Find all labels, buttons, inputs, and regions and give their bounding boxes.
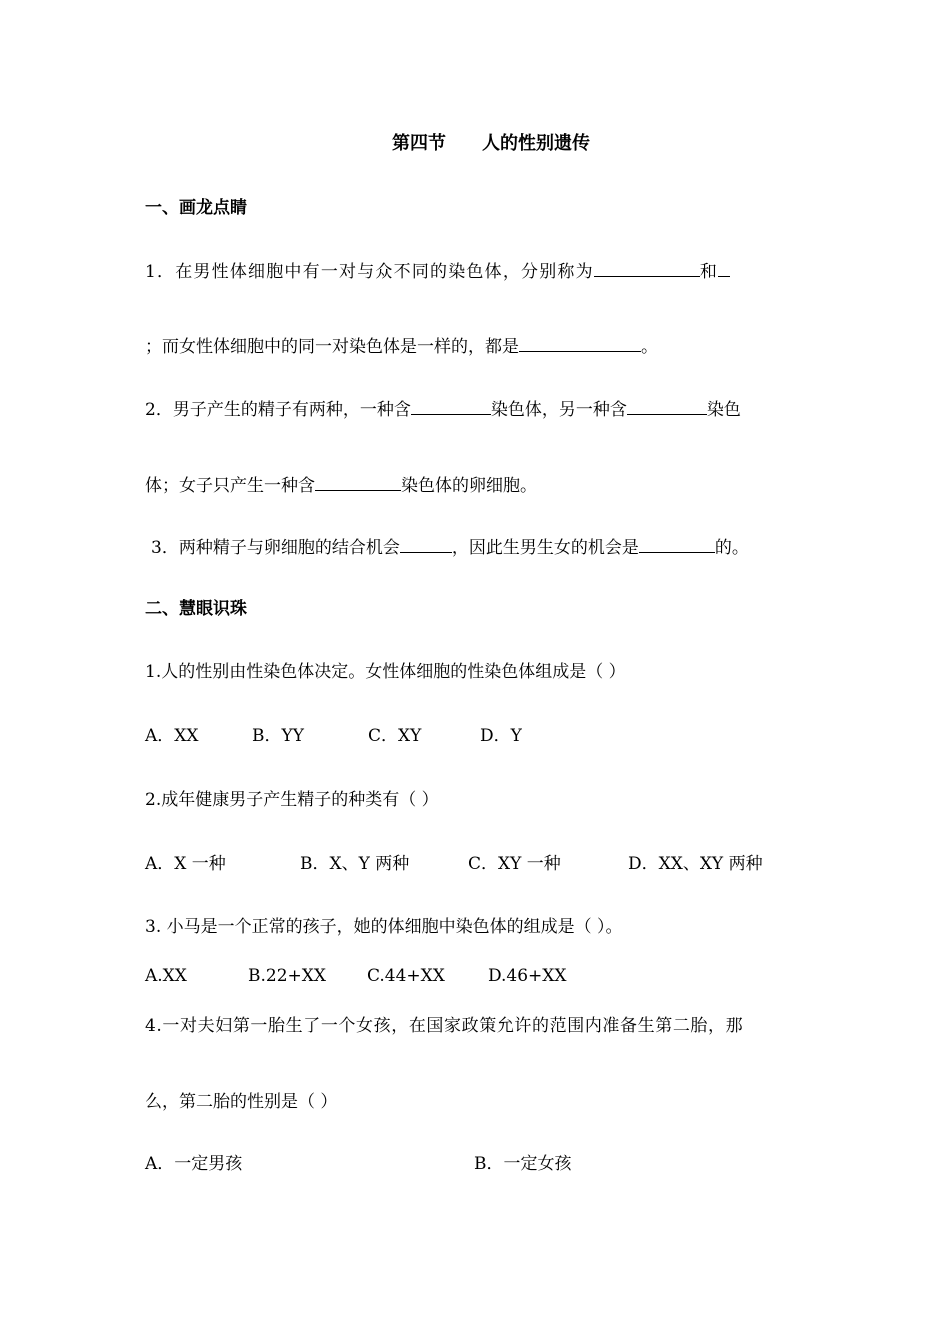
- q3-text-mid: ，因此生男生女的机会是: [451, 538, 639, 558]
- answer-blank[interactable]: [718, 259, 730, 277]
- option-b[interactable]: B．X、Y 两种: [300, 854, 410, 874]
- option-a[interactable]: A．一定男孩: [145, 1154, 243, 1174]
- choice-question-1: 1.人的性别由性染色体决定。女性体细胞的性染色体组成是（ ）: [145, 662, 626, 682]
- option-d[interactable]: D．XX、XY 两种: [628, 854, 763, 874]
- q2-text-prefix2: 体；女子只产生一种含: [145, 476, 315, 496]
- answer-blank[interactable]: [594, 259, 700, 277]
- fill-question-2-line2: [145, 473, 537, 497]
- choice-question-2: 2.成年健康男子产生精子的种类有（ ）: [145, 790, 439, 810]
- fill-question-2-line1: [145, 397, 741, 421]
- q1-text-prefix: 1．在男性体细胞中有一对与众不同的染色体，分别称为: [145, 262, 594, 282]
- title-section: 第四节: [392, 133, 446, 154]
- part1-heading: 一、画龙点睛: [145, 198, 247, 218]
- q2-text-prefix: 2．男子产生的精子有两种，一种含: [145, 400, 411, 420]
- q1-text-suffix: 。: [641, 337, 658, 357]
- choice-question-3: 3. 小马是一个正常的孩子，她的体细胞中染色体的组成是（ ）。: [145, 917, 623, 937]
- q1-text-mid: 和: [699, 262, 719, 282]
- option-a[interactable]: A．X 一种: [145, 854, 226, 874]
- option-a[interactable]: A.XX: [145, 966, 187, 986]
- option-c[interactable]: C．XY: [368, 726, 422, 746]
- q3-text-suffix: 的。: [714, 538, 749, 558]
- option-b[interactable]: B．一定女孩: [474, 1154, 572, 1174]
- q2-text-suffix: 染色: [706, 400, 741, 420]
- choice-question-4-line2: 么，第二胎的性别是（ ）: [145, 1092, 338, 1112]
- option-b[interactable]: B．YY: [252, 726, 304, 746]
- q3-text-prefix: 3．两种精子与卵细胞的结合机会: [151, 538, 400, 558]
- fill-question-3: [151, 535, 749, 559]
- q1-text-prefix2: ；而女性体细胞中的同一对染色体是一样的，都是: [145, 337, 519, 357]
- choice-question-4-line1: 4.一对夫妇第一胎生了一个女孩，在国家政策允许的范围内准备生第二胎，那: [145, 1016, 744, 1036]
- q2-text-suffix2: 染色体的卵细胞。: [401, 476, 537, 496]
- answer-blank[interactable]: [519, 334, 641, 352]
- title-name: 人的性别遗传: [482, 133, 590, 154]
- fill-question-1-line1: [145, 259, 730, 283]
- option-d[interactable]: D.46+XX: [488, 966, 567, 986]
- q2-text-mid: 染色体，另一种含: [490, 400, 627, 420]
- option-a[interactable]: A．XX: [145, 726, 199, 746]
- answer-blank[interactable]: [627, 397, 707, 415]
- answer-blank[interactable]: [639, 535, 715, 553]
- option-d[interactable]: D．Y: [480, 726, 522, 746]
- option-b[interactable]: B.22+XX: [248, 966, 326, 986]
- option-c[interactable]: C．XY 一种: [468, 854, 561, 874]
- answer-blank[interactable]: [411, 397, 491, 415]
- fill-question-1-line2: [145, 334, 658, 358]
- answer-blank[interactable]: [400, 535, 452, 553]
- page-title: [392, 133, 590, 155]
- answer-blank[interactable]: [315, 473, 401, 491]
- option-c[interactable]: C.44+XX: [367, 966, 445, 986]
- part2-heading: 二、慧眼识珠: [145, 599, 247, 619]
